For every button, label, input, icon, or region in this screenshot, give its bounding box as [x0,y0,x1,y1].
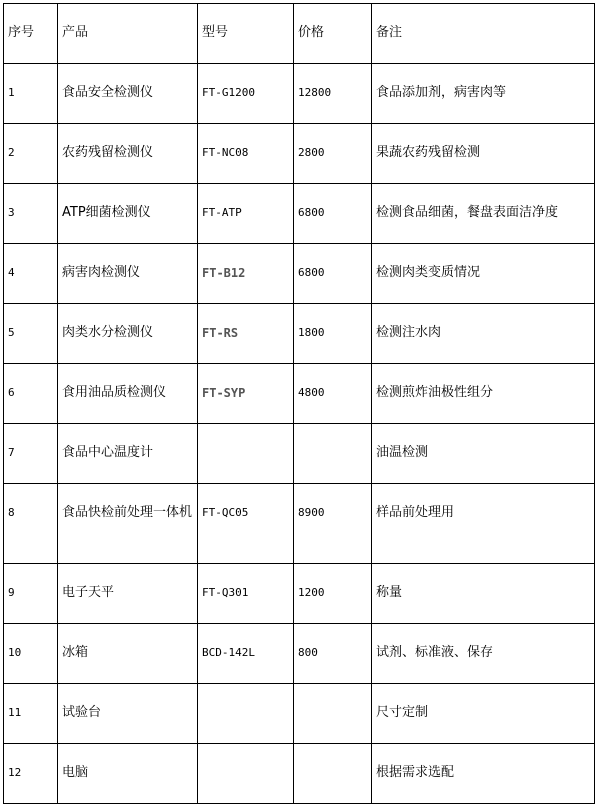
row-note: 油温检测 [372,424,595,484]
header-price: 价格 [294,4,372,64]
header-note: 备注 [372,4,595,64]
table-row [4,184,595,244]
row-note: 检测注水肉 [372,304,595,364]
row-index: 11 [4,684,58,744]
row-price: 1800 [294,304,372,364]
row-index: 3 [4,184,58,244]
row-index: 4 [4,244,58,304]
row-product: 食用油品质检测仪 [58,364,198,424]
table-row [4,364,595,424]
table-row [4,564,595,624]
row-index: 1 [4,64,58,124]
row-product: 电脑 [58,744,198,804]
table-row [4,244,595,304]
row-model: FT-G1200 [198,64,294,124]
row-model: FT-SYP [198,364,294,424]
row-model: FT-B12 [198,244,294,304]
row-price: 1200 [294,564,372,624]
row-index: 12 [4,744,58,804]
row-index: 2 [4,124,58,184]
row-model [198,744,294,804]
row-product: 冰箱 [58,624,198,684]
row-model: FT-NC08 [198,124,294,184]
row-note: 检测肉类变质情况 [372,244,595,304]
table-row [4,304,595,364]
row-product: 食品快检前处理一体机 [58,484,198,564]
row-note: 食品添加剂，病害肉等 [372,64,595,124]
header-index: 序号 [4,4,58,64]
row-product: 食品中心温度计 [58,424,198,484]
row-note: 试剂、标准液、保存 [372,624,595,684]
row-price: 12800 [294,64,372,124]
row-model: FT-ATP [198,184,294,244]
table-row [4,744,595,804]
row-price [294,744,372,804]
row-note: 尺寸定制 [372,684,595,744]
row-model: BCD-142L [198,624,294,684]
table-row [4,624,595,684]
row-index: 9 [4,564,58,624]
table-row [4,424,595,484]
row-index: 6 [4,364,58,424]
row-price: 800 [294,624,372,684]
row-price: 4800 [294,364,372,424]
product-spec-table [3,3,595,804]
row-product: 肉类水分检测仪 [58,304,198,364]
row-note: 检测煎炸油极性组分 [372,364,595,424]
row-price [294,424,372,484]
row-index: 7 [4,424,58,484]
row-product: ATP细菌检测仪 [58,184,198,244]
row-price: 6800 [294,244,372,304]
row-model: FT-QC05 [198,484,294,564]
row-note: 样品前处理用 [372,484,595,564]
row-note: 称量 [372,564,595,624]
row-note: 根据需求选配 [372,744,595,804]
row-product: 农药残留检测仪 [58,124,198,184]
table-row [4,684,595,744]
header-model: 型号 [198,4,294,64]
row-model: FT-Q301 [198,564,294,624]
row-product: 电子天平 [58,564,198,624]
row-model [198,684,294,744]
table-row [4,124,595,184]
row-price: 6800 [294,184,372,244]
row-price: 8900 [294,484,372,564]
row-model [198,424,294,484]
row-price [294,684,372,744]
header-product: 产品 [58,4,198,64]
row-product: 试验台 [58,684,198,744]
row-model: FT-RS [198,304,294,364]
row-index: 10 [4,624,58,684]
row-index: 8 [4,484,58,564]
row-note: 检测食品细菌，餐盘表面洁净度 [372,184,595,244]
row-product: 病害肉检测仪 [58,244,198,304]
row-price: 2800 [294,124,372,184]
row-index: 5 [4,304,58,364]
row-note: 果蔬农药残留检测 [372,124,595,184]
table-row [4,484,595,564]
table-header-row [4,4,595,64]
table-row [4,64,595,124]
row-product: 食品安全检测仪 [58,64,198,124]
